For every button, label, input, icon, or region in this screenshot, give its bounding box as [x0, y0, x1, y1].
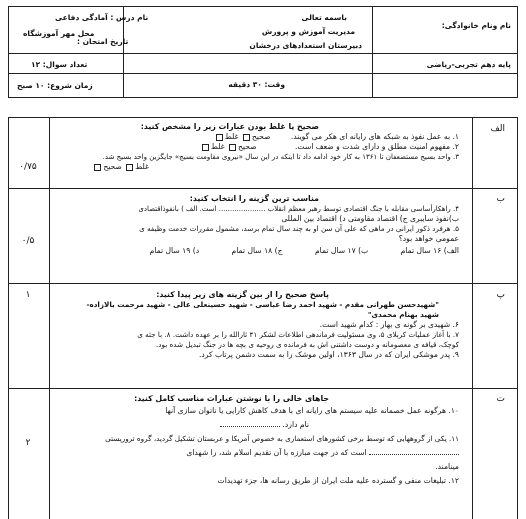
option-wrong-label: غلط [135, 162, 149, 171]
section-p [53, 290, 459, 360]
question-2: ۲. مفهوم امنیت مطلق و دارای شدت و ضعف است. صحیح غلط [53, 142, 459, 152]
checkbox-wrong[interactable] [126, 164, 133, 171]
question-count: تعداد سوال: ۱۲ [31, 60, 88, 69]
school-name: دبیرستان استعدادهای درخشان [249, 41, 362, 50]
checkbox-correct[interactable] [243, 134, 250, 141]
option-wrong-label: غلط [224, 132, 239, 141]
answer-blank[interactable] [369, 454, 459, 455]
option-correct-label: صحیح [238, 142, 257, 151]
question-6: ۶. شهیدی بر گونه ی بهار : کدام شهید است. [319, 320, 459, 329]
question-10: ۱۰. هرگونه عمل خصمانه علیه سیستم های رایانه ای با هدف کاهش کارایی یا ناتوان سازی آنها [165, 406, 459, 415]
section-label: پ [496, 290, 505, 300]
question-5-cont: عمومی خواهد بود؟ [398, 234, 459, 243]
option-d[interactable]: د) ۱۹ سال تمام [149, 246, 200, 255]
section-score: ۲ [25, 438, 31, 448]
checkbox-correct[interactable] [229, 144, 236, 151]
student-name-label: نام ونام خانوادگی: [441, 21, 511, 30]
grade-label: پایه دهم تجربی-ریاضی [426, 60, 511, 69]
option-wrong-label: غلط [210, 142, 225, 151]
answer-blank[interactable] [220, 426, 280, 427]
option-b[interactable]: ب) ۱۷ سال تمام [314, 246, 369, 255]
question-11-cont: است که در جهت مبارزه با آن تقدیم اسلام شد، را شهدای [53, 448, 459, 458]
checkbox-correct[interactable] [94, 164, 101, 171]
question-7: ۷. با آغاز عملیات کربلای ۵، وی مسئولیت فرماندهی اطلاعات لشکر ۴۱ ثارالله را بر عهده داشت. ۸. با جثه ی [137, 330, 459, 339]
question-3: ۳. واحد بسیج مستضعفان تا ۱۳۶۱ به کار خود ادامه داد تا اینکه در این سال «نیروی مقاومت بسیج» جایگزین واحد بسیج شد. [102, 153, 459, 161]
option-a[interactable]: الف) ۱۶ سال تمام [400, 246, 459, 255]
section-title: مناسب ترین گزینه را انتخاب کنید: [189, 194, 319, 203]
option-correct-label: صحیح [103, 162, 122, 171]
section-t [53, 394, 459, 486]
section-title: جاهای خالی را با نوشتن عبارات مناسب کامل کنید: [134, 394, 329, 403]
section-a [53, 122, 459, 172]
option-correct-label: صحیح [251, 132, 271, 141]
question-10-cont: نام دارد. [53, 420, 459, 430]
question-12: ۱۲. تبلیغات منفی و گسترده علیه ملت ایران از طریق رسانه ها، جزء تهدیدات [217, 476, 459, 485]
section-score: ۰/۵ [21, 236, 35, 246]
exam-duration: وقت: ۳۰ دقیقه [228, 80, 285, 89]
checkbox-wrong[interactable] [202, 144, 209, 151]
section-b [53, 194, 459, 256]
section-title: پاسخ صحیح را از بین گزینه های زیر پیدا کنید: [156, 290, 329, 299]
bismillah: باسمه تعالی [301, 13, 347, 22]
question-8: کوچک، قیافه ی معصومانه و دوست داشتنی اش به فرمانده ی روحیه ی بچه ها در جنگ تبدیل شده بود. [156, 340, 459, 349]
question-4: ۴. راهکارأساسی مقابله با جنگ اقتصادی توسط رهبر معظم انقلاب ..................... است. الف ) بانفوذاقتصادی [138, 205, 459, 213]
section-score: ۰/۷۵ [19, 162, 37, 172]
question-9: ۹. پدر موشکی ایران که در سال ۱۳۶۳، اولین موشک را به سمت دشمن پرتاب کرد. [198, 350, 459, 359]
question-5: ۵. هرفرد ذکور ایرانی در ماهی که علی آن سن او به چند سال تمام برسد، مشمول مقررات خدمت وظیفه ی [139, 224, 459, 233]
question-3-options [53, 162, 459, 172]
question-1: ۱. به عمل نفوذ به شبکه های رایانه ای هکر می گویند. صحیح غلط [53, 132, 459, 142]
exam-header [8, 6, 518, 98]
question-5-options [53, 246, 459, 256]
education-org: مدیریت آموزش و پرورش [261, 27, 355, 36]
section-title: صحیح یا غلط بودن عبارات زیر را مشخص کنید: [140, 122, 319, 131]
section-subtitle: "شهیدحسن طهرانی مقدم - شهید احمد رضا عباسی - شهید حسینعلی عالی - شهید مرحمت بالازاده- شهید بهنام محمدی" [86, 300, 439, 319]
question-11-end: مینامند. [435, 462, 459, 471]
option-c[interactable]: ج) ۱۸ سال تمام [231, 246, 283, 255]
section-label: الف [490, 124, 505, 134]
questions-table [8, 117, 518, 519]
school-stamp-label: محل مهر آموزشگاه [23, 29, 95, 38]
question-11: ۱۱. یکی از گروههایی که توسط برخی کشورهای استعماری به خصوص آمریکا و عربستان تشکیل گردید، گروه تروریستی [105, 434, 459, 443]
section-label: ب [496, 194, 505, 204]
section-score: ۱ [25, 290, 31, 300]
course-label: نام درس : آمادگی دفاعی [55, 13, 149, 22]
section-label: ت [496, 394, 505, 404]
start-time: زمان شروع: ۱۰ صبح [17, 81, 93, 90]
question-4-options: ب)نفوذ سایبری ج) اقتصاد مقاومتی د) اقتصاد بین المللی [281, 214, 459, 223]
exam-date-label: تاریخ امتحان : [77, 37, 129, 46]
checkbox-wrong[interactable] [216, 134, 223, 141]
